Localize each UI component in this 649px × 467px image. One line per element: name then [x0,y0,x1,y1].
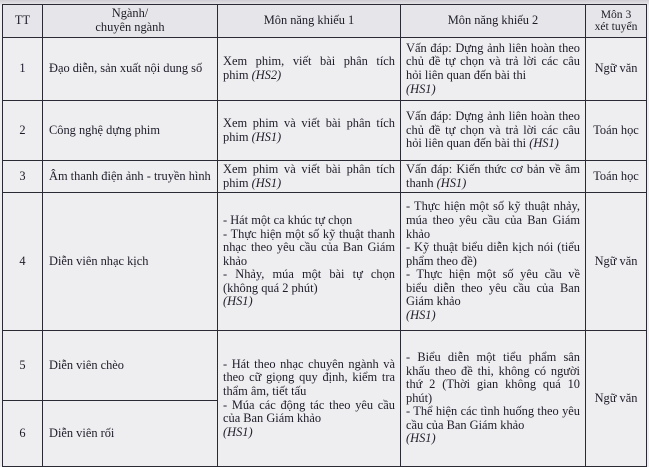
header-major: Ngành/ chuyên ngành [43,5,218,38]
talent-1-cell [218,101,401,161]
row-number: 2 [3,101,43,161]
list-item: - Hát một ca khúc tự chọn [223,212,353,227]
major-name: Âm thanh điện ảnh - truyền hình [43,161,218,193]
header-talent-2: Môn năng khiếu 2 [401,5,586,38]
talent-2-code: (HS1) [406,308,436,323]
talent-1-text: Xem phim và viết bài phân tích phim [223,161,395,190]
talent-2-cell [401,161,586,193]
talent-1-cell [218,193,401,331]
subject-3: Ngữ văn [586,331,647,467]
major-name: Diễn viên nhạc kịch [43,193,218,331]
list-item: - Kỹ thuật biểu diễn kịch nói (tiểu phẩm theo đề) [406,240,580,268]
major-name: Đạo diễn, sản xuất nội dung số [43,38,218,101]
talent-2-cell [401,331,586,467]
talent-1-text: Xem phim, viết bài phân tích phim [223,54,395,82]
subject-3: Toán học [586,101,647,161]
list-item: - Thực hiện một số kỹ thuật thanh nhạc theo yêu cầu của Ban Giám khảo [223,226,395,268]
header-subject-3: Môn 3 xét tuyển [586,5,647,38]
header-tt: TT [3,5,43,38]
talent-2-cell [401,38,586,101]
list-item: - Thực hiện một số kỹ thuật nhảy, múa theo yêu cầu của Ban Giám khảo [406,199,580,241]
list-item: - Thực hiện một số yêu cầu về biểu diễn theo yêu cầu của Ban Giám khảo [406,267,580,309]
talent-1-code: (HS1) [223,424,253,439]
subject-3: Ngữ văn [586,193,647,331]
talent-1-cell [218,331,401,467]
row-number: 1 [3,38,43,101]
row-number: 3 [3,161,43,193]
list-item: - Thể hiện các tình huống theo yêu cầu của Ban Giám khảo [406,404,580,432]
major-name: Diễn viên chèo [43,331,218,401]
talent-2-code: (HS1) [436,175,467,190]
subject-3: Toán học [586,161,647,193]
talent-2-text: Vấn đáp: Dựng ảnh liên hoàn theo chủ đề tự chọn và trả lời các câu hỏi liên quan đến bài thi [406,40,580,82]
talent-2-code: (HS1) [406,81,436,96]
talent-1-text: Xem phim và viết bài phân tích phim [223,115,395,144]
list-item: - Múa các động tác theo yêu cầu của Ban Giám khảo [223,397,395,426]
table-row [3,101,647,161]
header-talent-1: Môn năng khiếu 1 [218,5,401,38]
table-row [3,161,647,193]
major-name: Diễn viên rối [43,401,218,467]
talent-1-code: (HS1) [223,294,253,309]
table-row [3,38,647,101]
talent-2-code: (HS1) [529,136,559,151]
talent-1-cell [218,161,401,193]
talent-1-cell [218,38,401,101]
admission-table [2,4,647,467]
table-row [3,193,647,331]
talent-2-text: Vấn đáp: Dựng ảnh liên hoàn theo chủ đề tự chọn và trả lời các câu hỏi liên quan đến bài thi [406,109,580,151]
list-item: - Biểu diễn một tiểu phẩm sân khấu theo đề thi, không có người thứ 2 (Thời gian không quá 10 phút) [406,349,580,405]
list-item: - Nhảy, múa một bài tự chọn (không quá 2 phút) [223,267,395,295]
talent-2-text: Vấn đáp: Kiến thức cơ bản về âm thanh [406,161,580,190]
subject-3: Ngữ văn [586,38,647,101]
talent-1-code: (HS1) [251,129,282,144]
row-number: 4 [3,193,43,331]
talent-2-code: (HS1) [406,431,436,446]
talent-1-code: (HS1) [251,175,282,190]
table-row [3,331,647,401]
header-row [3,5,647,38]
talent-2-cell [401,101,586,161]
row-number: 5 [3,331,43,401]
talent-1-code: (HS2) [251,68,282,82]
row-number: 6 [3,401,43,467]
list-item: - Hát theo nhạc chuyên ngành và theo cữ giọng quy định, kiểm tra thẩm âm, tiết tấu [223,356,395,398]
talent-2-cell [401,193,586,331]
major-name: Công nghệ dựng phim [43,101,218,161]
